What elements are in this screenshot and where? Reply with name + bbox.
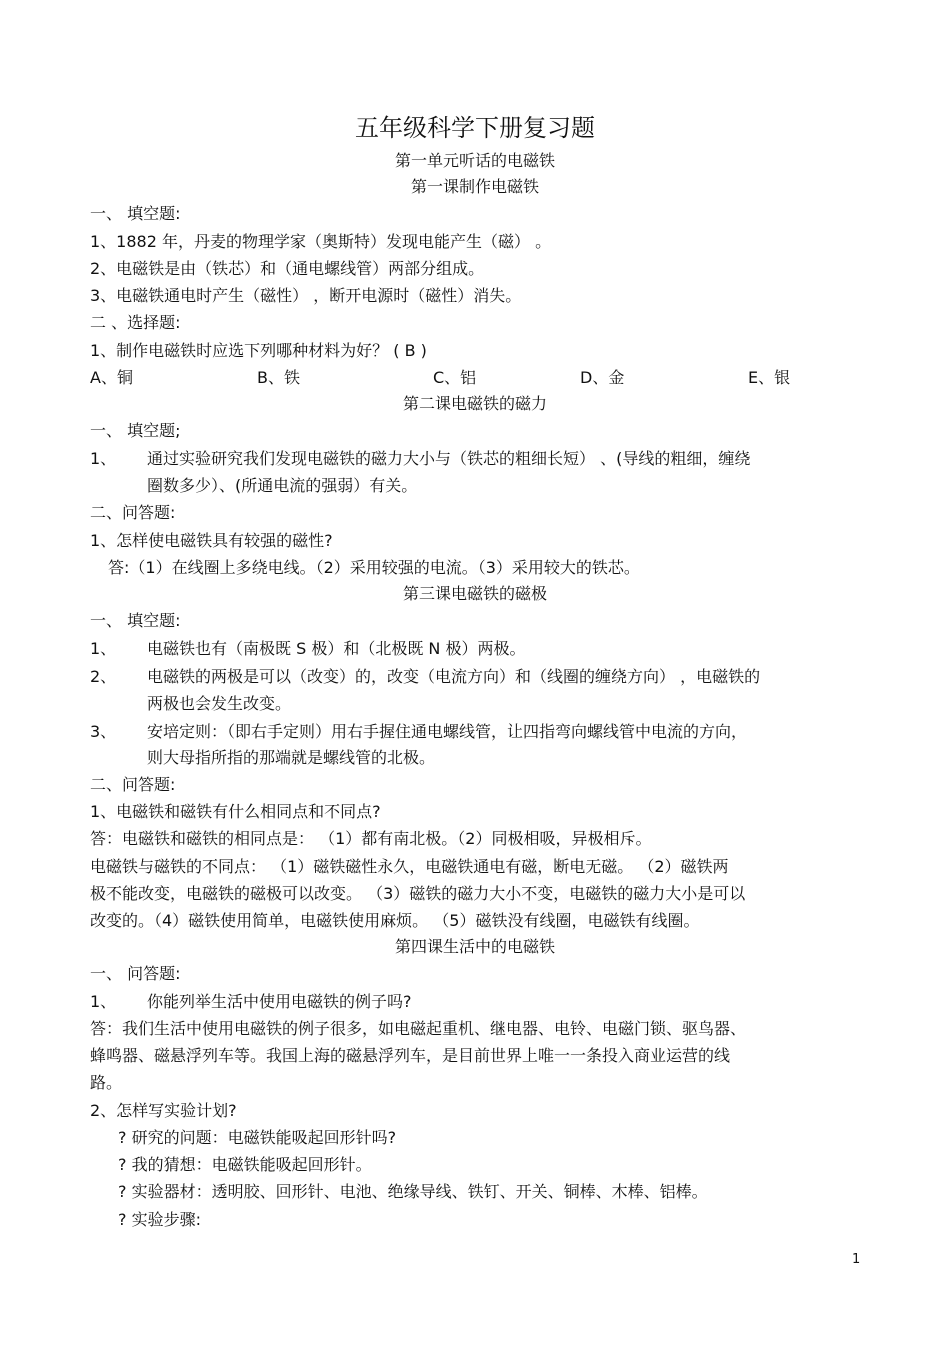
lesson4-title: 第四课生活中的电磁铁 [394,937,555,956]
plan-item: ? 实验器材：透明胶、回形针、电池、绝缘导线、铁钉、开关、铜棒、木棒、铝棒。 [118,1182,708,1201]
lesson1-q3: 3、电磁铁通电时产生（磁性） ，断开电源时（磁性）消失。 [90,286,522,305]
item-text: 通过实验研究我们发现电磁铁的磁力大小与（铁芯的粗细长短） 、(导线的粗细，缠绕 [147,449,751,468]
option-a: A、铜 [90,368,133,387]
lesson3-answer-diff-1: 电磁铁与磁铁的不同点： （1）磁铁磁性永久，电磁铁通电有磁，断电无磁。 （2）磁铁两 [90,857,729,876]
lesson2-answer: 答:（1）在线圈上多绕电线。（2）采用较强的电流。（3）采用较大的铁芯。 [108,558,640,577]
item-text: 电磁铁的两极是可以（改变）的，改变（电流方向）和（线圈的缠绕方向） ，电磁铁的 [147,667,761,686]
item-text: 你能列举生活中使用电磁铁的例子吗? [147,992,412,1011]
lesson2-q1-cont: 圈数多少）、(所通电流的强弱）有关。 [147,476,418,495]
option-e: E、银 [748,368,791,387]
lesson3-question: 1、电磁铁和磁铁有什么相同点和不同点? [90,802,381,821]
lesson4-answer-2: 蜂鸣器、磁悬浮列车等。我国上海的磁悬浮列车，是目前世界上唯一一条投入商业运营的线 [90,1046,731,1065]
choice-options [90,367,850,389]
page-title: 五年级科学下册复习题 [355,114,595,142]
lesson3-section-qa: 二、问答题: [90,775,176,794]
item-number: 3、 [90,722,117,741]
page-number: 1 [852,1252,861,1267]
lesson3-section-fill: 一、 填空题: [90,611,181,630]
item-text: 安培定则：（即右手定则）用右手握住通电螺线管，让四指弯向螺线管中电流的方向， [147,722,748,741]
lesson1-choice-question: 1、制作电磁铁时应选下列哪种材料为好？ ( B ) [90,341,427,360]
lesson1-q2: 2、电磁铁是由（铁芯）和（通电螺线管）两部分组成。 [90,259,485,278]
lesson4-section-qa: 一、 问答题: [90,964,181,983]
lesson2-section-qa: 二、问答题: [90,503,176,522]
lesson2-question: 1、怎样使电磁铁具有较强的磁性? [90,531,333,550]
item-number: 2、 [90,667,117,686]
item-number: 1、 [90,639,117,658]
option-d: D、金 [580,368,625,387]
lesson4-answer-1: 答：我们生活中使用电磁铁的例子很多，如电磁起重机、继电器、电铃、电磁门锁、驱鸟器、 [90,1019,747,1038]
lesson3-answer-diff-2: 极不能改变，电磁铁的磁极可以改变。 （3）磁铁的磁力大小不变，电磁铁的磁力大小是可以 [90,884,746,903]
lesson3-item-2-cont: 两极也会发生改变。 [147,694,292,713]
lesson2-section-fill: 一、 填空题; [90,421,181,440]
lesson3-answer-same: 答：电磁铁和磁铁的相同点是： （1）都有南北极。（2）同极相吸，异极相斥。 [90,829,652,848]
plan-item: ? 我的猜想：电磁铁能吸起回形针。 [118,1155,372,1174]
lesson1-title: 第一课制作电磁铁 [410,177,539,196]
item-number: 1、 [90,449,117,468]
lesson3-answer-diff-3: 改变的。（4）磁铁使用简单，电磁铁使用麻烦。 （5）磁铁没有线圈，电磁铁有线圈。 [90,911,700,930]
plan-item: ? 实验步骤: [118,1210,201,1229]
lesson4-q2: 2、怎样写实验计划? [90,1101,237,1120]
lesson2-title: 第二课电磁铁的磁力 [402,394,547,413]
option-b: B、铁 [257,368,300,387]
item-number: 1、 [90,992,117,1011]
unit-title: 第一单元听话的电磁铁 [394,151,555,170]
plan-item: ? 研究的问题：电磁铁能吸起回形针吗? [118,1128,397,1147]
lesson3-title: 第三课电磁铁的磁极 [402,584,547,603]
lesson1-q1: 1、1882 年，丹麦的物理学家（奥斯特）发现电能产生（磁） 。 [90,232,552,251]
lesson4-answer-3: 路。 [90,1073,123,1092]
lesson1-section-choice: 二 、选择题: [90,313,181,332]
item-text: 电磁铁也有（南极既 S 极）和（北极既 N 极）两极。 [147,639,526,658]
lesson3-item-3-cont: 则大母指所指的那端就是螺线管的北极。 [147,748,436,767]
option-c: C、铝 [433,368,477,387]
lesson1-section-fill: 一、 填空题: [90,204,181,223]
